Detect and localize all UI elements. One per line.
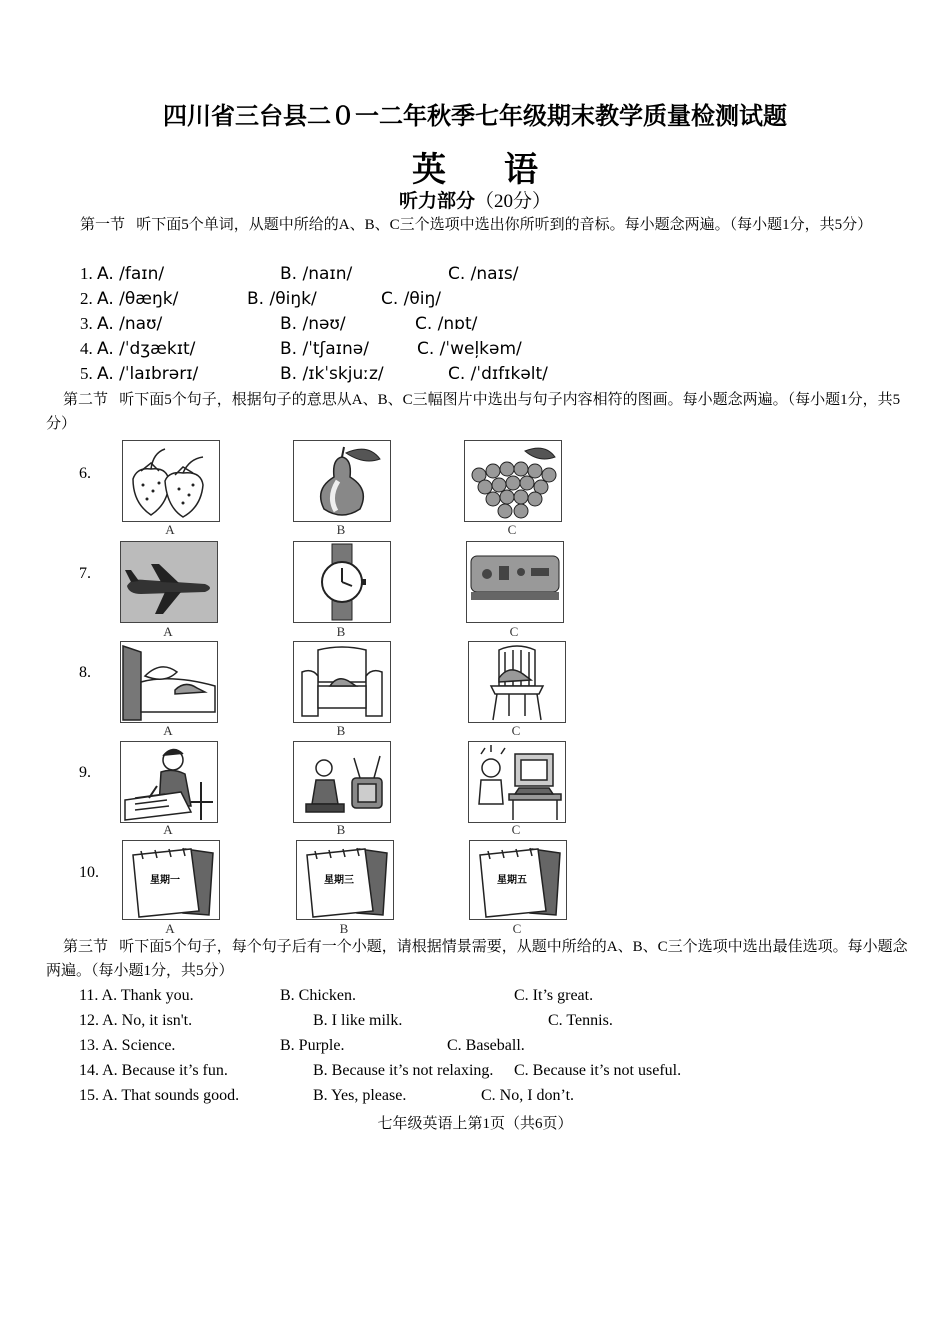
option-a: A. /ˈlaɪbrərɪ/ (97, 364, 199, 384)
cap-on-chair-image[interactable] (468, 641, 566, 723)
option-label: C (509, 624, 519, 639)
grapes-image[interactable] (464, 440, 562, 522)
section1-item-3-b: B. /nəʊ/ (280, 314, 346, 334)
section3-item-13-b: B. Purple. (280, 1037, 345, 1054)
section3-instruction (46, 934, 912, 983)
item-number: 4. (80, 339, 93, 358)
section3-item-14-c: C. Because it’s not useful. (514, 1062, 682, 1079)
option-label: A (165, 522, 175, 537)
option-label: B (336, 522, 346, 537)
cap-on-bed-image[interactable] (120, 641, 218, 723)
strawberries-image[interactable] (122, 440, 220, 522)
listening-heading (0, 186, 950, 213)
calendar-image[interactable] (469, 840, 567, 920)
question-number: 6. (79, 465, 91, 482)
option-label: A (163, 723, 173, 738)
item-number: 3. (80, 314, 93, 333)
airplane-image[interactable] (120, 541, 218, 623)
question-number: 8. (79, 664, 91, 681)
section3-item-15-a: 15. A. That sounds good. (79, 1087, 240, 1104)
section1-item-1-c: C. /naɪs/ (448, 264, 519, 284)
option-label: C (512, 921, 522, 936)
pencil-box-image[interactable] (466, 541, 564, 623)
section3-item-13-c: C. Baseball. (447, 1037, 525, 1054)
calendar-image[interactable] (296, 840, 394, 920)
section1-item-5-c: C. /ˈdɪfɪkəlt/ (448, 364, 548, 384)
subject-heading: 英语 (412, 152, 596, 189)
option-a: A. /naʊ/ (97, 314, 163, 334)
section1-item-5-b: B. /ɪkˈskjuːz/ (280, 364, 384, 384)
section1-text: 听下面5个单词，从题中所给的A、B、C三个选项中选出你所听到的音标。每小题念两遍。（每小题1分，共5分） (136, 217, 873, 233)
section1-item-4-b: B. /ˈtʃaɪnə/ (280, 339, 369, 359)
calendar-image[interactable] (122, 840, 220, 920)
section1-item-4 (80, 339, 195, 359)
section3-item-12-a: 12. A. No, it isn't. (79, 1012, 193, 1029)
section1-item-1-b: B. /naɪn/ (280, 264, 353, 284)
section3-item-11-a: 11. A. Thank you. (79, 987, 194, 1004)
page-footer: 七年级英语上第1页（共6页） (377, 1116, 573, 1132)
question-number: 9. (79, 764, 91, 781)
section3-item-14-b: B. Because it’s not relaxing. (313, 1062, 494, 1079)
boy-writing-image[interactable] (120, 741, 218, 823)
question-number: 7. (79, 565, 91, 582)
section1-item-5 (80, 364, 198, 384)
exam-title: 四川省三台县二０一二年秋季七年级期末教学质量检测试题 (163, 104, 787, 130)
cap-on-sofa-image[interactable] (293, 641, 391, 723)
section1-instruction (46, 212, 912, 237)
calendar-day-text: 星期一 (150, 875, 180, 886)
boy-watching-tv-image[interactable] (293, 741, 391, 823)
item-number: 1. (80, 264, 93, 283)
option-label: A (163, 624, 173, 639)
section3-item-15-c: C. No, I don’t. (481, 1087, 575, 1104)
section3-item-11-c: C. It’s great. (514, 987, 594, 1004)
option-label: B (339, 921, 349, 936)
watch-image[interactable] (293, 541, 391, 623)
section3-item-13-a: 13. A. Science. (79, 1037, 176, 1054)
item-number: 2. (80, 289, 93, 308)
calendar-day-text: 星期三 (324, 875, 354, 886)
option-label: C (507, 522, 517, 537)
section1-item-1 (80, 264, 164, 284)
item-number: 5. (80, 364, 93, 383)
section3-item-12-b: B. I like milk. (313, 1012, 403, 1029)
option-label: A (165, 921, 175, 936)
option-a: A. /ˈdʒækɪt/ (97, 339, 196, 359)
section3-item-14-a: 14. A. Because it’s fun. (79, 1062, 228, 1079)
option-label: B (336, 624, 346, 639)
section1-item-3-c: C. /nɒt/ (415, 314, 478, 334)
section3-text: 听下面5个句子，每个句子后有一个小题，请根据情景需要，从题中所给的A、B、C三个选项中选出最佳选项。每小题念两遍。（每小题1分，共5分） (46, 939, 908, 979)
option-label: B (336, 822, 346, 837)
section1-item-2 (80, 289, 178, 309)
section2-lead: 第二节 (63, 390, 109, 408)
section2-instruction (46, 387, 912, 436)
pear-image[interactable] (293, 440, 391, 522)
listening-score: （20分） (475, 191, 552, 212)
section1-item-3 (80, 314, 162, 334)
option-label: A (163, 822, 173, 837)
section2-text: 听下面5个句子，根据句子的意思从A、B、C三幅图片中选出与句子内容相符的图画。每小题念两遍。（每小题1分，共5分） (46, 392, 901, 432)
calendar-day-text: 星期五 (497, 875, 527, 886)
section1-item-2-c: C. /θiŋ/ (381, 289, 442, 309)
section1-lead: 第一节 (80, 215, 126, 233)
boy-at-computer-image[interactable] (468, 741, 566, 823)
section3-item-12-c: C. Tennis. (548, 1012, 613, 1029)
question-number: 10. (79, 864, 99, 881)
listening-label: 听力部分 (398, 190, 475, 212)
section1-item-4-c: C. /ˈweļkəm/ (417, 339, 522, 359)
option-a: A. /θæŋk/ (97, 289, 179, 309)
option-label: C (511, 723, 521, 738)
option-label: B (336, 723, 346, 738)
option-label: C (511, 822, 521, 837)
option-a: A. /faɪn/ (97, 264, 165, 284)
section3-lead: 第三节 (63, 937, 109, 955)
section3-item-11-b: B. Chicken. (280, 987, 356, 1004)
section1-item-2-b: B. /θiŋk/ (247, 289, 317, 309)
section3-item-15-b: B. Yes, please. (313, 1087, 407, 1104)
